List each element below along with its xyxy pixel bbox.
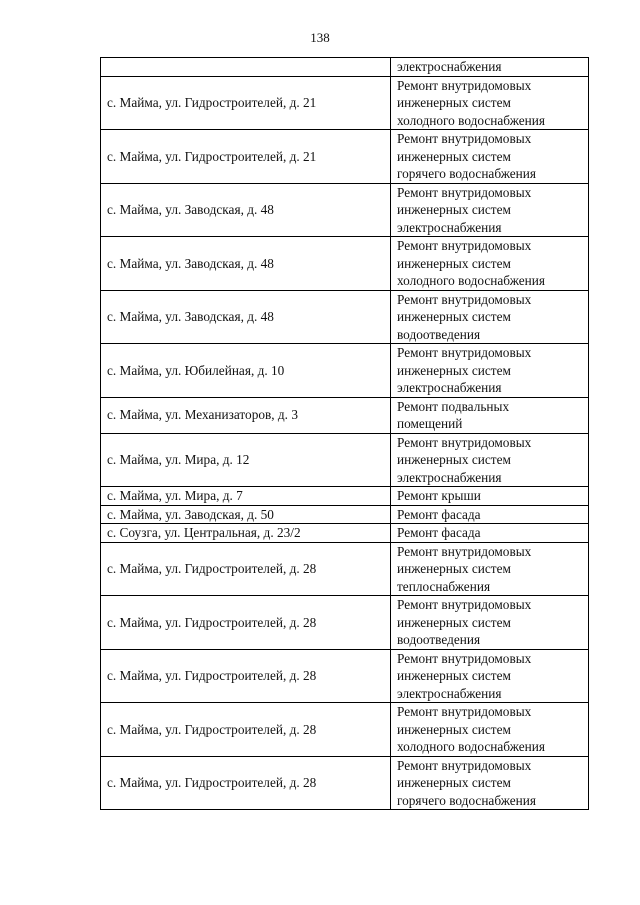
- work-type-cell: [391, 237, 589, 291]
- work-type-line: электроснабжения: [397, 219, 502, 235]
- work-type-cell: [391, 756, 589, 810]
- table-row: [101, 524, 589, 543]
- address-cell: с. Майма, ул. Гидростроителей, д. 28: [101, 649, 391, 703]
- table-row: [101, 433, 589, 487]
- address-cell: с. Майма, ул. Заводская, д. 50: [101, 505, 391, 524]
- work-type-line: водоотведения: [397, 326, 481, 342]
- table-row: [101, 505, 589, 524]
- work-type-line: холодного водоснабжения: [397, 739, 545, 754]
- work-type-line: инженерных систем: [397, 668, 511, 683]
- table-body: [101, 58, 589, 810]
- table-row: [101, 756, 589, 810]
- table-row: [101, 542, 589, 596]
- page-number: 138: [310, 30, 330, 45]
- table-row: [101, 290, 589, 344]
- work-type-line: холодного водоснабжения: [397, 112, 545, 128]
- work-type-line: инженерных систем: [397, 452, 511, 467]
- work-type-line: инженерных систем: [397, 202, 511, 217]
- table-row: [101, 596, 589, 650]
- address-cell: с. Майма, ул. Заводская, д. 48: [101, 183, 391, 237]
- work-type-line: инженерных систем: [397, 255, 511, 271]
- table-row: [101, 344, 589, 398]
- address-cell: с. Майма, ул. Гидростроителей, д. 28: [101, 542, 391, 596]
- address-cell: с. Майма, ул. Заводская, д. 48: [101, 290, 391, 344]
- work-type-line: Ремонт внутридомовых: [397, 77, 532, 93]
- work-type-line: Ремонт внутридомовых: [397, 597, 532, 612]
- address-cell: с. Майма, ул. Гидростроителей, д. 21: [101, 76, 391, 130]
- work-type-line: Ремонт внутридомовых: [397, 238, 532, 253]
- address-cell: [101, 58, 391, 77]
- work-type-line: инженерных систем: [397, 148, 511, 164]
- table-row: [101, 130, 589, 184]
- work-type-line: Ремонт внутридомовых: [397, 434, 532, 450]
- work-type-line: Ремонт фасада: [397, 506, 481, 522]
- work-type-line: инженерных систем: [397, 561, 511, 576]
- address-cell: с. Майма, ул. Заводская, д. 48: [101, 237, 391, 291]
- work-type-cell: [391, 433, 589, 487]
- work-type-cell: [391, 649, 589, 703]
- address-cell: с. Майма, ул. Гидростроителей, д. 28: [101, 756, 391, 810]
- table-row: [101, 649, 589, 703]
- table-row: [101, 58, 589, 77]
- work-type-line: Ремонт внутридомовых: [397, 184, 532, 200]
- work-type-line: инженерных систем: [397, 95, 511, 110]
- work-type-cell: [391, 703, 589, 757]
- work-type-cell: [391, 505, 589, 524]
- work-type-line: Ремонт фасада: [397, 525, 481, 540]
- address-cell: с. Майма, ул. Гидростроителей, д. 28: [101, 703, 391, 757]
- work-type-cell: [391, 58, 589, 77]
- address-cell: с. Соузга, ул. Центральная, д. 23/2: [101, 524, 391, 543]
- work-type-line: водоотведения: [397, 632, 481, 647]
- table-row: [101, 76, 589, 130]
- work-type-cell: [391, 487, 589, 506]
- work-type-line: инженерных систем: [397, 362, 511, 378]
- work-type-line: электроснабжения: [397, 380, 502, 395]
- work-type-line: инженерных систем: [397, 775, 511, 790]
- table-row: [101, 487, 589, 506]
- address-cell: с. Майма, ул. Юбилейная, д. 10: [101, 344, 391, 398]
- work-type-line: теплоснабжения: [397, 578, 491, 594]
- work-type-line: Ремонт внутридомовых: [397, 291, 532, 307]
- work-type-line: горячего водоснабжения: [397, 792, 537, 808]
- work-type-cell: [391, 596, 589, 650]
- address-cell: с. Майма, ул. Гидростроителей, д. 28: [101, 596, 391, 650]
- address-cell: с. Майма, ул. Мира, д. 12: [101, 433, 391, 487]
- work-type-line: Ремонт внутридомовых: [397, 131, 532, 146]
- work-type-cell: [391, 183, 589, 237]
- work-type-line: электроснабжения: [397, 469, 502, 485]
- work-type-line: электроснабжения: [397, 685, 502, 701]
- work-type-cell: [391, 76, 589, 130]
- work-type-cell: [391, 290, 589, 344]
- address-cell: с. Майма, ул. Гидростроителей, д. 21: [101, 130, 391, 184]
- work-type-line: Ремонт внутридомовых: [397, 757, 532, 773]
- work-type-line: Ремонт внутридомовых: [397, 704, 532, 719]
- work-type-line: холодного водоснабжения: [397, 273, 545, 288]
- table-row: [101, 397, 589, 433]
- address-cell: с. Майма, ул. Мира, д. 7: [101, 487, 391, 506]
- work-type-line: Ремонт внутридомовых: [397, 543, 532, 559]
- work-type-cell: [391, 524, 589, 543]
- work-type-line: Ремонт внутридомовых: [397, 650, 532, 666]
- work-type-cell: [391, 397, 589, 433]
- work-type-line: Ремонт подвальных: [397, 398, 510, 414]
- work-type-cell: [391, 542, 589, 596]
- work-type-cell: [391, 130, 589, 184]
- work-type-line: горячего водоснабжения: [397, 166, 537, 181]
- work-type-cell: [391, 344, 589, 398]
- work-type-line: электроснабжения: [397, 59, 502, 74]
- work-type-line: инженерных систем: [397, 721, 511, 737]
- table-row: [101, 703, 589, 757]
- address-cell: с. Майма, ул. Механизаторов, д. 3: [101, 397, 391, 433]
- work-type-line: инженерных систем: [397, 309, 511, 324]
- work-type-line: Ремонт внутридомовых: [397, 345, 532, 360]
- work-type-line: помещений: [397, 416, 463, 431]
- repair-works-table: [100, 57, 589, 810]
- work-type-line: инженерных систем: [397, 614, 511, 630]
- work-type-line: Ремонт крыши: [397, 488, 481, 503]
- table-row: [101, 183, 589, 237]
- table-row: [101, 237, 589, 291]
